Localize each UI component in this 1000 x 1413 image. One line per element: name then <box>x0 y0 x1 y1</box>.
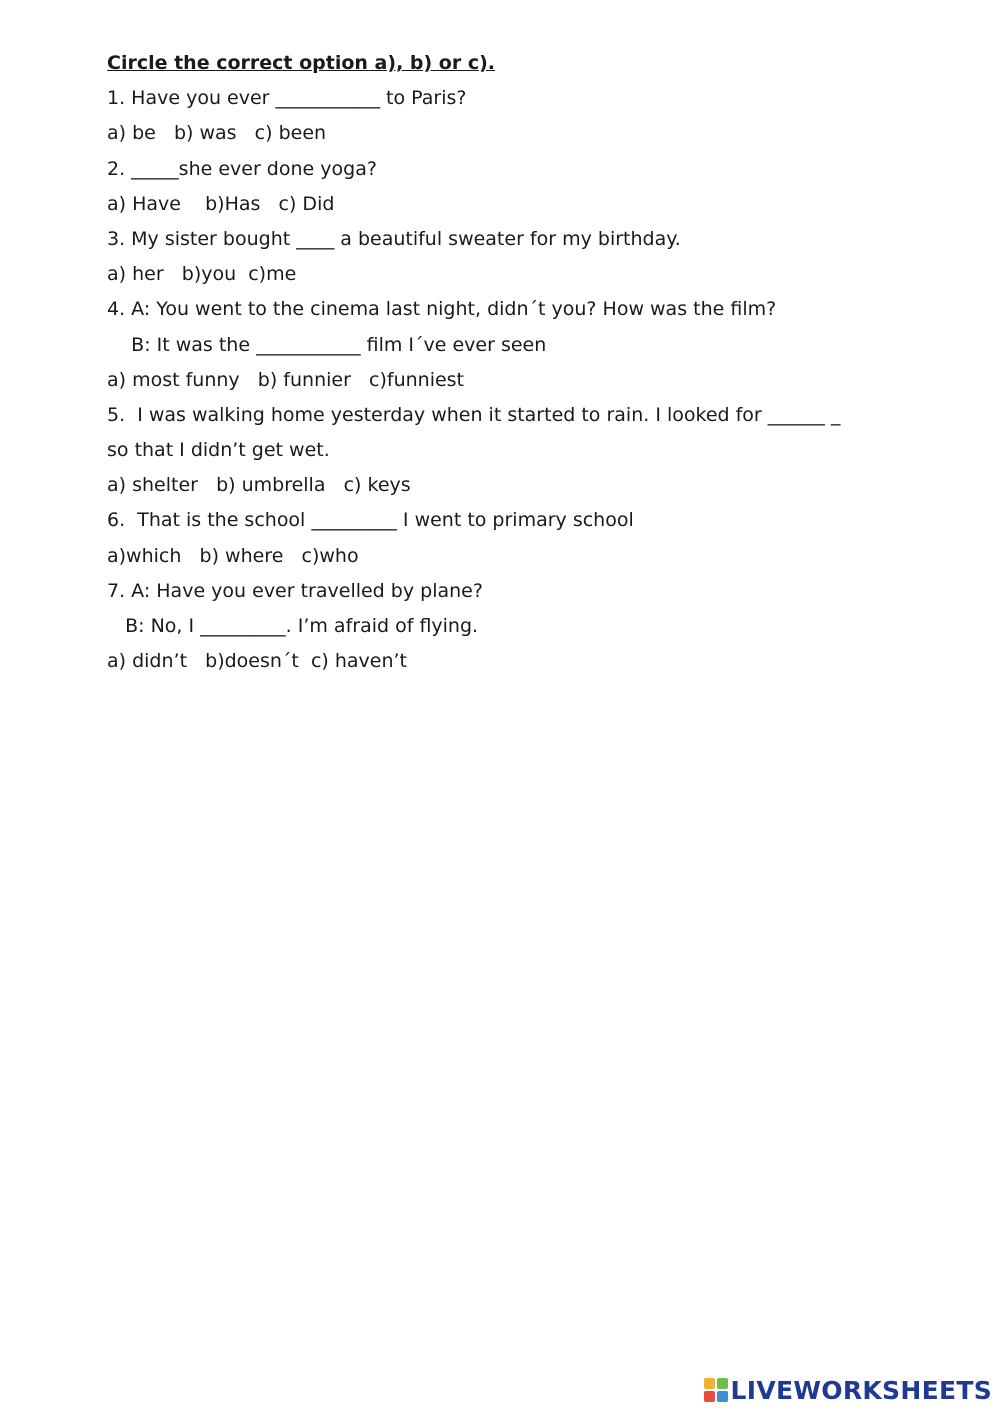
logo-text: LIVEWORKSHEETS <box>730 1375 992 1405</box>
options-3: a) her b)you c)me <box>107 263 297 286</box>
question-4-a: 4. A: You went to the cinema last night, didn´t you? How was the film? <box>107 298 777 321</box>
options-5: a) shelter b) umbrella c) keys <box>107 474 411 497</box>
question-4-b: B: It was the ___________ film I´ve ever seen <box>107 333 547 356</box>
question-1: 1. Have you ever ___________ to Paris? <box>107 87 467 110</box>
question-7-b: B: No, I _________. I’m afraid of flying. <box>107 615 479 637</box>
worksheet <box>107 46 927 679</box>
question-5-line-1: 5. I was walking home yesterday when it started to rain. I looked for ______ _ <box>107 403 841 426</box>
options-2: a) Have b)Has c) Did <box>107 192 335 215</box>
options-4: a) most funny b) funnier c)funniest <box>107 368 465 391</box>
logo-square-1 <box>704 1378 715 1389</box>
logo-square-3 <box>704 1391 715 1402</box>
question-7-a: 7. A: Have you ever travelled by plane? <box>107 579 483 602</box>
options-7: a) didn’t b)doesn´t c) haven’t <box>107 650 408 673</box>
worksheet-title: Circle the correct option a), b) or c). <box>107 52 495 74</box>
logo-icon <box>704 1378 728 1402</box>
logo-square-2 <box>717 1378 728 1389</box>
question-2: 2. _____she ever done yoga? <box>107 157 377 180</box>
liveworksheets-logo <box>704 1373 992 1407</box>
question-3: 3. My sister bought ____ a beautiful sweater for my birthday. <box>107 227 681 250</box>
logo-square-4 <box>717 1391 728 1402</box>
options-1: a) be b) was c) been <box>107 122 327 145</box>
question-5-line-2: so that I didn’t get wet. <box>107 439 330 462</box>
question-6: 6. That is the school _________ I went to primary school <box>107 509 634 532</box>
options-6: a)which b) where c)who <box>107 544 359 567</box>
